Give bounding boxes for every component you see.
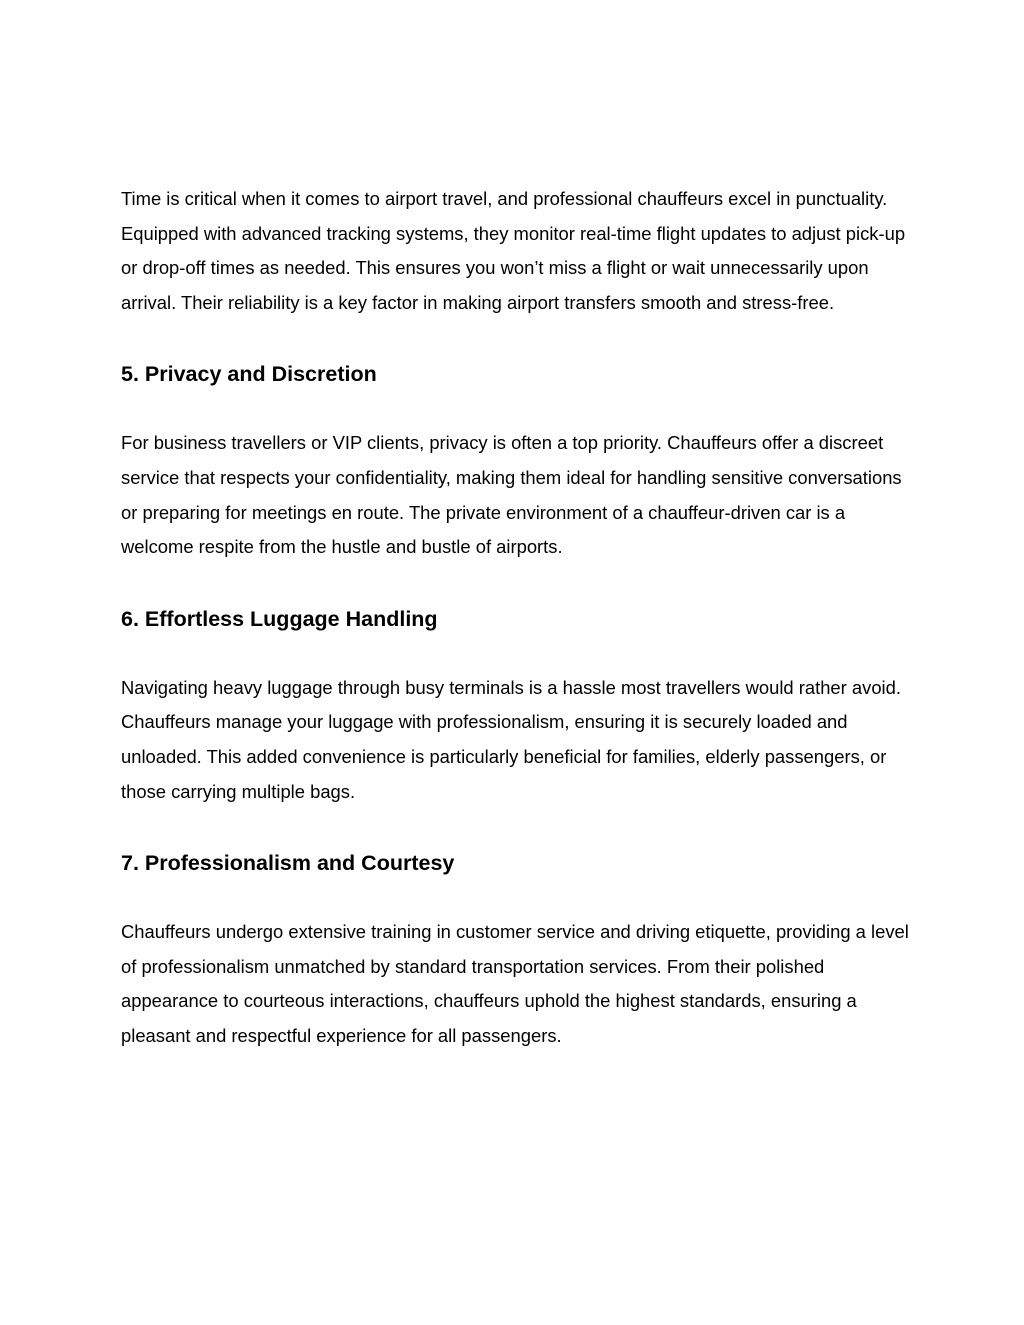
section-paragraph-privacy: For business travellers or VIP clients, privacy is often a top priority. Chauffeurs offer a discreet service that respects your confidentiality, making them ideal for handling sensitive conversations or preparing for meetings en route. The private environment of a chauffeur-driven car is a welcome respite from the hustle and bustle of airports. — [121, 432, 902, 558]
spacer — [121, 565, 911, 604]
section-heading-professionalism: 7. Professionalism and Courtesy — [121, 851, 455, 876]
spacer — [121, 809, 911, 848]
section-heading-privacy: 5. Privacy and Discretion — [121, 362, 377, 387]
spacer — [121, 878, 911, 915]
spacer — [121, 389, 911, 426]
spacer — [121, 634, 911, 671]
section-paragraph-luggage: Navigating heavy luggage through busy terminals is a hassle most travellers would rather avoid. Chauffeurs manage your luggage with professionalism, ensuring it is securely loaded and unloaded. This added convenience is particularly beneficial for families, elderly passengers, or those carrying multiple bags. — [121, 676, 901, 802]
spacer — [121, 320, 911, 359]
intro-paragraph: Time is critical when it comes to airport travel, and professional chauffeurs excel in punctuality. Equipped with advanced tracking systems, they monitor real-time flight updates to adjust pick-up or drop-off times as needed. This ensures you won’t miss a flight or wait unnecessarily upon arrival. Their reliability is a key factor in making airport transfers smooth and stress-free. — [121, 188, 906, 313]
section-paragraph-professionalism: Chauffeurs undergo extensive training in customer service and driving etiquette, providing a level of professionalism unmatched by standard transportation services. From their polished appearance to courteous interactions, chauffeurs uphold the highest standards, ensuring a pleasant and respectful experience for all passengers. — [121, 921, 909, 1046]
section-heading-luggage: 6. Effortless Luggage Handling — [121, 606, 438, 631]
document-body — [121, 182, 911, 1054]
